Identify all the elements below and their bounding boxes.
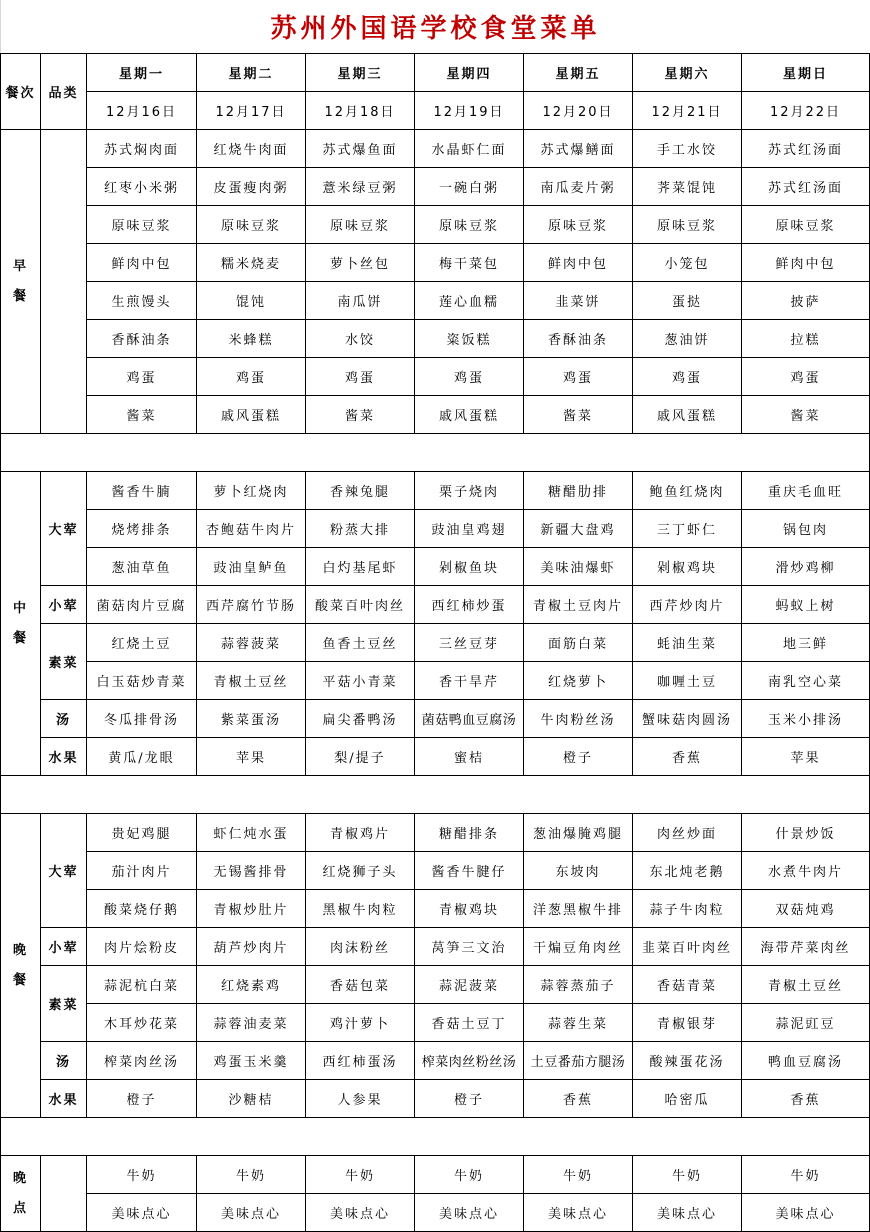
dish-cell: 鲜肉中包: [87, 244, 197, 282]
dinner-veg-row: [1, 1004, 870, 1042]
dish-cell: 鸡蛋: [306, 358, 415, 396]
dish-cell: 三丁虾仁: [633, 510, 742, 548]
dish-cell: 薏米绿豆粥: [306, 168, 415, 206]
lunch-veg-row: [1, 662, 870, 700]
dish-cell: 咖喱土豆: [633, 662, 742, 700]
dish-cell: 韭菜百叶肉丝: [633, 928, 742, 966]
spacer-cell: [1, 776, 870, 814]
dish-cell: 栗子烧肉: [415, 472, 524, 510]
dish-cell: 黑椒牛肉粒: [306, 890, 415, 928]
dish-cell: 红烧牛肉面: [197, 130, 306, 168]
dish-cell: 豉油皇鸡翅: [415, 510, 524, 548]
dish-cell: 披萨: [742, 282, 870, 320]
dish-cell: 贵妃鸡腿: [87, 814, 197, 852]
meal-label-char: 餐: [12, 630, 28, 646]
dish-cell: 鸡蛋: [633, 358, 742, 396]
dish-cell: 粢饭糕: [415, 320, 524, 358]
day-header-mon: 星期一: [87, 54, 197, 92]
dish-cell: 榨菜肉丝汤: [87, 1042, 197, 1080]
dish-cell: 萝卜红烧肉: [197, 472, 306, 510]
spacer-cell: [1, 434, 870, 472]
day-header-wed: 星期三: [306, 54, 415, 92]
category-column-header: 品类: [41, 54, 87, 130]
dish-cell: 香蕉: [633, 738, 742, 776]
menu-table: [0, 53, 870, 1232]
section-spacer: [1, 434, 870, 472]
dish-cell: 新疆大盘鸡: [524, 510, 633, 548]
dish-cell: 糖醋肋排: [524, 472, 633, 510]
dish-cell: 韭菜饼: [524, 282, 633, 320]
lunch-fruit-row: [1, 738, 870, 776]
dish-cell: 香酥油条: [87, 320, 197, 358]
category-label-small-meat: 小荤: [41, 928, 87, 966]
day-header-thu: 星期四: [415, 54, 524, 92]
dish-cell: 玉米小排汤: [742, 700, 870, 738]
dish-cell: 锅包肉: [742, 510, 870, 548]
dinner-veg-row: [1, 966, 870, 1004]
dish-cell: 原味豆浆: [87, 206, 197, 244]
dish-cell: 鸡蛋: [197, 358, 306, 396]
dish-cell: 梅干菜包: [415, 244, 524, 282]
dish-cell: 扁尖番鸭汤: [306, 700, 415, 738]
dish-cell: 酱菜: [306, 396, 415, 434]
meal-label-char: 餐: [12, 288, 28, 304]
breakfast-row: [1, 396, 870, 434]
dish-cell: 红枣小米粥: [87, 168, 197, 206]
page-title: 苏州外国语学校食堂菜单: [0, 0, 870, 53]
date-wed: 12月18日: [306, 92, 415, 130]
dish-cell: 馄饨: [197, 282, 306, 320]
category-label-big-meat: 大荤: [41, 472, 87, 586]
dish-cell: 香干旱芹: [415, 662, 524, 700]
lunch-big-meat-row: [1, 472, 870, 510]
dish-cell: 橙子: [87, 1080, 197, 1118]
meal-label-breakfast: [1, 130, 41, 434]
dish-cell: 鸡蛋玉米羹: [197, 1042, 306, 1080]
dish-cell: 原味豆浆: [524, 206, 633, 244]
dish-cell: 酱菜: [524, 396, 633, 434]
dish-cell: 鲜肉中包: [742, 244, 870, 282]
dish-cell: 鸡汁萝卜: [306, 1004, 415, 1042]
dish-cell: 苹果: [742, 738, 870, 776]
date-fri: 12月20日: [524, 92, 633, 130]
category-label-soup: 汤: [41, 700, 87, 738]
dish-cell: 蒜蓉油麦菜: [197, 1004, 306, 1042]
dish-cell: 重庆毛血旺: [742, 472, 870, 510]
meal-label-char: 中: [12, 600, 28, 616]
dish-cell: 面筋白菜: [524, 624, 633, 662]
dish-cell: 美味点心: [633, 1194, 742, 1232]
meal-column-header: 餐次: [1, 54, 41, 130]
dish-cell: 肉片烩粉皮: [87, 928, 197, 966]
dinner-small-meat-row: [1, 928, 870, 966]
day-header-sun: 星期日: [742, 54, 870, 92]
breakfast-row: [1, 168, 870, 206]
dish-cell: 青椒鸡块: [415, 890, 524, 928]
dish-cell: 南瓜饼: [306, 282, 415, 320]
dish-cell: 苏式红汤面: [742, 130, 870, 168]
date-thu: 12月19日: [415, 92, 524, 130]
date-sat: 12月21日: [633, 92, 742, 130]
dish-cell: 蒜蓉蒸茄子: [524, 966, 633, 1004]
header-day-row: [1, 54, 870, 92]
dish-cell: 皮蛋瘦肉粥: [197, 168, 306, 206]
dish-cell: 香酥油条: [524, 320, 633, 358]
date-sun: 12月22日: [742, 92, 870, 130]
lunch-big-meat-row: [1, 510, 870, 548]
dish-cell: 糖醋排条: [415, 814, 524, 852]
dish-cell: 虾仁炖水蛋: [197, 814, 306, 852]
dish-cell: 东北炖老鹅: [633, 852, 742, 890]
dish-cell: 美味点心: [197, 1194, 306, 1232]
dish-cell: 香菇青菜: [633, 966, 742, 1004]
dish-cell: 原味豆浆: [742, 206, 870, 244]
meal-label-char: 早: [12, 258, 28, 274]
date-tue: 12月17日: [197, 92, 306, 130]
dish-cell: 蒜子牛肉粒: [633, 890, 742, 928]
dish-cell: 西芹炒肉片: [633, 586, 742, 624]
dish-cell: 青椒土豆丝: [197, 662, 306, 700]
dish-cell: 原味豆浆: [306, 206, 415, 244]
dish-cell: 苏式爆鱼面: [306, 130, 415, 168]
dish-cell: 美味点心: [87, 1194, 197, 1232]
dish-cell: 西红柿炒蛋: [415, 586, 524, 624]
dish-cell: 生煎馒头: [87, 282, 197, 320]
category-label-veg: 素菜: [41, 966, 87, 1042]
dish-cell: 鲜肉中包: [524, 244, 633, 282]
dish-cell: 美味油爆虾: [524, 548, 633, 586]
lunch-veg-row: [1, 624, 870, 662]
dish-cell: 鸭血豆腐汤: [742, 1042, 870, 1080]
dish-cell: 鲍鱼红烧肉: [633, 472, 742, 510]
dish-cell: 糯米烧麦: [197, 244, 306, 282]
dish-cell: 蒜泥菠菜: [415, 966, 524, 1004]
dish-cell: 莲心血糯: [415, 282, 524, 320]
dish-cell: 青椒土豆丝: [742, 966, 870, 1004]
dish-cell: 酸辣蛋花汤: [633, 1042, 742, 1080]
dish-cell: 鸡蛋: [415, 358, 524, 396]
dish-cell: 酱菜: [87, 396, 197, 434]
dish-cell: 菌菇肉片豆腐: [87, 586, 197, 624]
dish-cell: 肉丝炒面: [633, 814, 742, 852]
dish-cell: 水饺: [306, 320, 415, 358]
dish-cell: 鸡蛋: [524, 358, 633, 396]
dish-cell: 葱油草鱼: [87, 548, 197, 586]
dish-cell: 西芹腐竹节肠: [197, 586, 306, 624]
category-label-soup: 汤: [41, 1042, 87, 1080]
section-spacer: [1, 776, 870, 814]
category-label-fruit: 水果: [41, 738, 87, 776]
dish-cell: 什景炒饭: [742, 814, 870, 852]
dish-cell: 小笼包: [633, 244, 742, 282]
dish-cell: 榨菜肉丝粉丝汤: [415, 1042, 524, 1080]
dish-cell: 西红柿蛋汤: [306, 1042, 415, 1080]
dish-cell: 杏鲍菇牛肉片: [197, 510, 306, 548]
dish-cell: 红烧狮子头: [306, 852, 415, 890]
dish-cell: 蛋挞: [633, 282, 742, 320]
dish-cell: 滑炒鸡柳: [742, 548, 870, 586]
category-empty: [41, 1156, 87, 1232]
dish-cell: 葱油爆腌鸡腿: [524, 814, 633, 852]
dish-cell: 洋葱黑椒牛排: [524, 890, 633, 928]
dish-cell: 红烧土豆: [87, 624, 197, 662]
date-mon: 12月16日: [87, 92, 197, 130]
dish-cell: 蚂蚁上树: [742, 586, 870, 624]
dish-cell: 苏式红汤面: [742, 168, 870, 206]
meal-label-snack: [1, 1156, 41, 1232]
dish-cell: 冬瓜排骨汤: [87, 700, 197, 738]
dish-cell: 青椒银芽: [633, 1004, 742, 1042]
dish-cell: 拉糕: [742, 320, 870, 358]
dinner-big-meat-row: [1, 890, 870, 928]
dish-cell: 茄汁肉片: [87, 852, 197, 890]
dish-cell: 蒜蓉生菜: [524, 1004, 633, 1042]
dish-cell: 牛奶: [524, 1156, 633, 1194]
meal-label-char: 点: [12, 1200, 28, 1216]
section-spacer: [1, 1118, 870, 1156]
category-label-veg: 素菜: [41, 624, 87, 700]
dish-cell: 手工水饺: [633, 130, 742, 168]
dish-cell: 香蕉: [524, 1080, 633, 1118]
dish-cell: 美味点心: [306, 1194, 415, 1232]
dish-cell: 葫芦炒肉片: [197, 928, 306, 966]
dish-cell: 蒜泥豇豆: [742, 1004, 870, 1042]
dish-cell: 木耳炒花菜: [87, 1004, 197, 1042]
dish-cell: 香辣兔腿: [306, 472, 415, 510]
dish-cell: 黄瓜/龙眼: [87, 738, 197, 776]
meal-label-dinner: [1, 814, 41, 1118]
dinner-big-meat-row: [1, 814, 870, 852]
breakfast-row: [1, 282, 870, 320]
dish-cell: 牛奶: [87, 1156, 197, 1194]
dish-cell: 香菇土豆丁: [415, 1004, 524, 1042]
meal-label-char: 晚: [12, 942, 28, 958]
category-label-big-meat: 大荤: [41, 814, 87, 928]
dish-cell: 戚风蛋糕: [415, 396, 524, 434]
dish-cell: 青椒土豆肉片: [524, 586, 633, 624]
dish-cell: 酱香牛腱仔: [415, 852, 524, 890]
day-header-sat: 星期六: [633, 54, 742, 92]
dish-cell: 水晶虾仁面: [415, 130, 524, 168]
dish-cell: 米蜂糕: [197, 320, 306, 358]
dish-cell: 原味豆浆: [633, 206, 742, 244]
dish-cell: 鸡蛋: [87, 358, 197, 396]
breakfast-row: [1, 244, 870, 282]
dish-cell: 美味点心: [415, 1194, 524, 1232]
dish-cell: 烧烤排条: [87, 510, 197, 548]
dish-cell: 南瓜麦片粥: [524, 168, 633, 206]
category-label-fruit: 水果: [41, 1080, 87, 1118]
dish-cell: 萝卜丝包: [306, 244, 415, 282]
lunch-soup-row: [1, 700, 870, 738]
dish-cell: 水煮牛肉片: [742, 852, 870, 890]
dish-cell: 菌菇鸭血豆腐汤: [415, 700, 524, 738]
dish-cell: 戚风蛋糕: [197, 396, 306, 434]
dish-cell: 牛奶: [306, 1156, 415, 1194]
dish-cell: 葱油饼: [633, 320, 742, 358]
dish-cell: 三丝豆芽: [415, 624, 524, 662]
dish-cell: 豉油皇鲈鱼: [197, 548, 306, 586]
dish-cell: 苹果: [197, 738, 306, 776]
dish-cell: 海带芹菜肉丝: [742, 928, 870, 966]
dish-cell: 酱菜: [742, 396, 870, 434]
dish-cell: 梨/提子: [306, 738, 415, 776]
dish-cell: 美味点心: [524, 1194, 633, 1232]
category-label-small-meat: 小荤: [41, 586, 87, 624]
dish-cell: 荠菜馄饨: [633, 168, 742, 206]
dish-cell: 鱼香土豆丝: [306, 624, 415, 662]
dish-cell: 青椒炒肚片: [197, 890, 306, 928]
dish-cell: 苏式爆鳝面: [524, 130, 633, 168]
dish-cell: 蒜蓉菠菜: [197, 624, 306, 662]
dish-cell: 地三鲜: [742, 624, 870, 662]
dish-cell: 无锡酱排骨: [197, 852, 306, 890]
dish-cell: 剁椒鱼块: [415, 548, 524, 586]
dish-cell: 苏式焖肉面: [87, 130, 197, 168]
breakfast-row: [1, 130, 870, 168]
dish-cell: 莴笋三文治: [415, 928, 524, 966]
dish-cell: 红烧素鸡: [197, 966, 306, 1004]
category-empty: [41, 130, 87, 434]
snack-row: [1, 1156, 870, 1194]
dish-cell: 原味豆浆: [415, 206, 524, 244]
dish-cell: 原味豆浆: [197, 206, 306, 244]
dish-cell: 白灼基尾虾: [306, 548, 415, 586]
meal-label-char: 餐: [12, 972, 28, 988]
lunch-big-meat-row: [1, 548, 870, 586]
dish-cell: 酸菜烧仔鹅: [87, 890, 197, 928]
dish-cell: 牛奶: [742, 1156, 870, 1194]
dish-cell: 美味点心: [742, 1194, 870, 1232]
dish-cell: 香菇包菜: [306, 966, 415, 1004]
dish-cell: 剁椒鸡块: [633, 548, 742, 586]
dish-cell: 牛奶: [415, 1156, 524, 1194]
dish-cell: 紫菜蛋汤: [197, 700, 306, 738]
meal-label-char: 晚: [12, 1170, 28, 1186]
dish-cell: 牛肉粉丝汤: [524, 700, 633, 738]
dish-cell: 牛奶: [633, 1156, 742, 1194]
dish-cell: 牛奶: [197, 1156, 306, 1194]
header-date-row: [1, 92, 870, 130]
lunch-small-meat-row: [1, 586, 870, 624]
dish-cell: 蒜泥杭白菜: [87, 966, 197, 1004]
dish-cell: 蚝油生菜: [633, 624, 742, 662]
dish-cell: 肉沫粉丝: [306, 928, 415, 966]
dish-cell: 哈密瓜: [633, 1080, 742, 1118]
dish-cell: 沙糖桔: [197, 1080, 306, 1118]
day-header-tue: 星期二: [197, 54, 306, 92]
dish-cell: 一碗白粥: [415, 168, 524, 206]
dish-cell: 戚风蛋糕: [633, 396, 742, 434]
dish-cell: 南乳空心菜: [742, 662, 870, 700]
dish-cell: 橙子: [415, 1080, 524, 1118]
breakfast-row: [1, 206, 870, 244]
dish-cell: 酱香牛腩: [87, 472, 197, 510]
dish-cell: 白玉菇炒青菜: [87, 662, 197, 700]
dish-cell: 红烧萝卜: [524, 662, 633, 700]
dish-cell: 酸菜百叶肉丝: [306, 586, 415, 624]
dish-cell: 干煸豆角肉丝: [524, 928, 633, 966]
snack-row: [1, 1194, 870, 1232]
dish-cell: 土豆番茄方腿汤: [524, 1042, 633, 1080]
dish-cell: 青椒鸡片: [306, 814, 415, 852]
breakfast-row: [1, 358, 870, 396]
dinner-big-meat-row: [1, 852, 870, 890]
breakfast-row: [1, 320, 870, 358]
spacer-cell: [1, 1118, 870, 1156]
dish-cell: 香蕉: [742, 1080, 870, 1118]
dish-cell: 蜜桔: [415, 738, 524, 776]
dish-cell: 人参果: [306, 1080, 415, 1118]
dish-cell: 蟹味菇肉圆汤: [633, 700, 742, 738]
dish-cell: 平菇小青菜: [306, 662, 415, 700]
dish-cell: 双菇炖鸡: [742, 890, 870, 928]
dinner-soup-row: [1, 1042, 870, 1080]
day-header-fri: 星期五: [524, 54, 633, 92]
dish-cell: 粉蒸大排: [306, 510, 415, 548]
dish-cell: 东坡肉: [524, 852, 633, 890]
dinner-fruit-row: [1, 1080, 870, 1118]
meal-label-lunch: [1, 472, 41, 776]
dish-cell: 鸡蛋: [742, 358, 870, 396]
dish-cell: 橙子: [524, 738, 633, 776]
